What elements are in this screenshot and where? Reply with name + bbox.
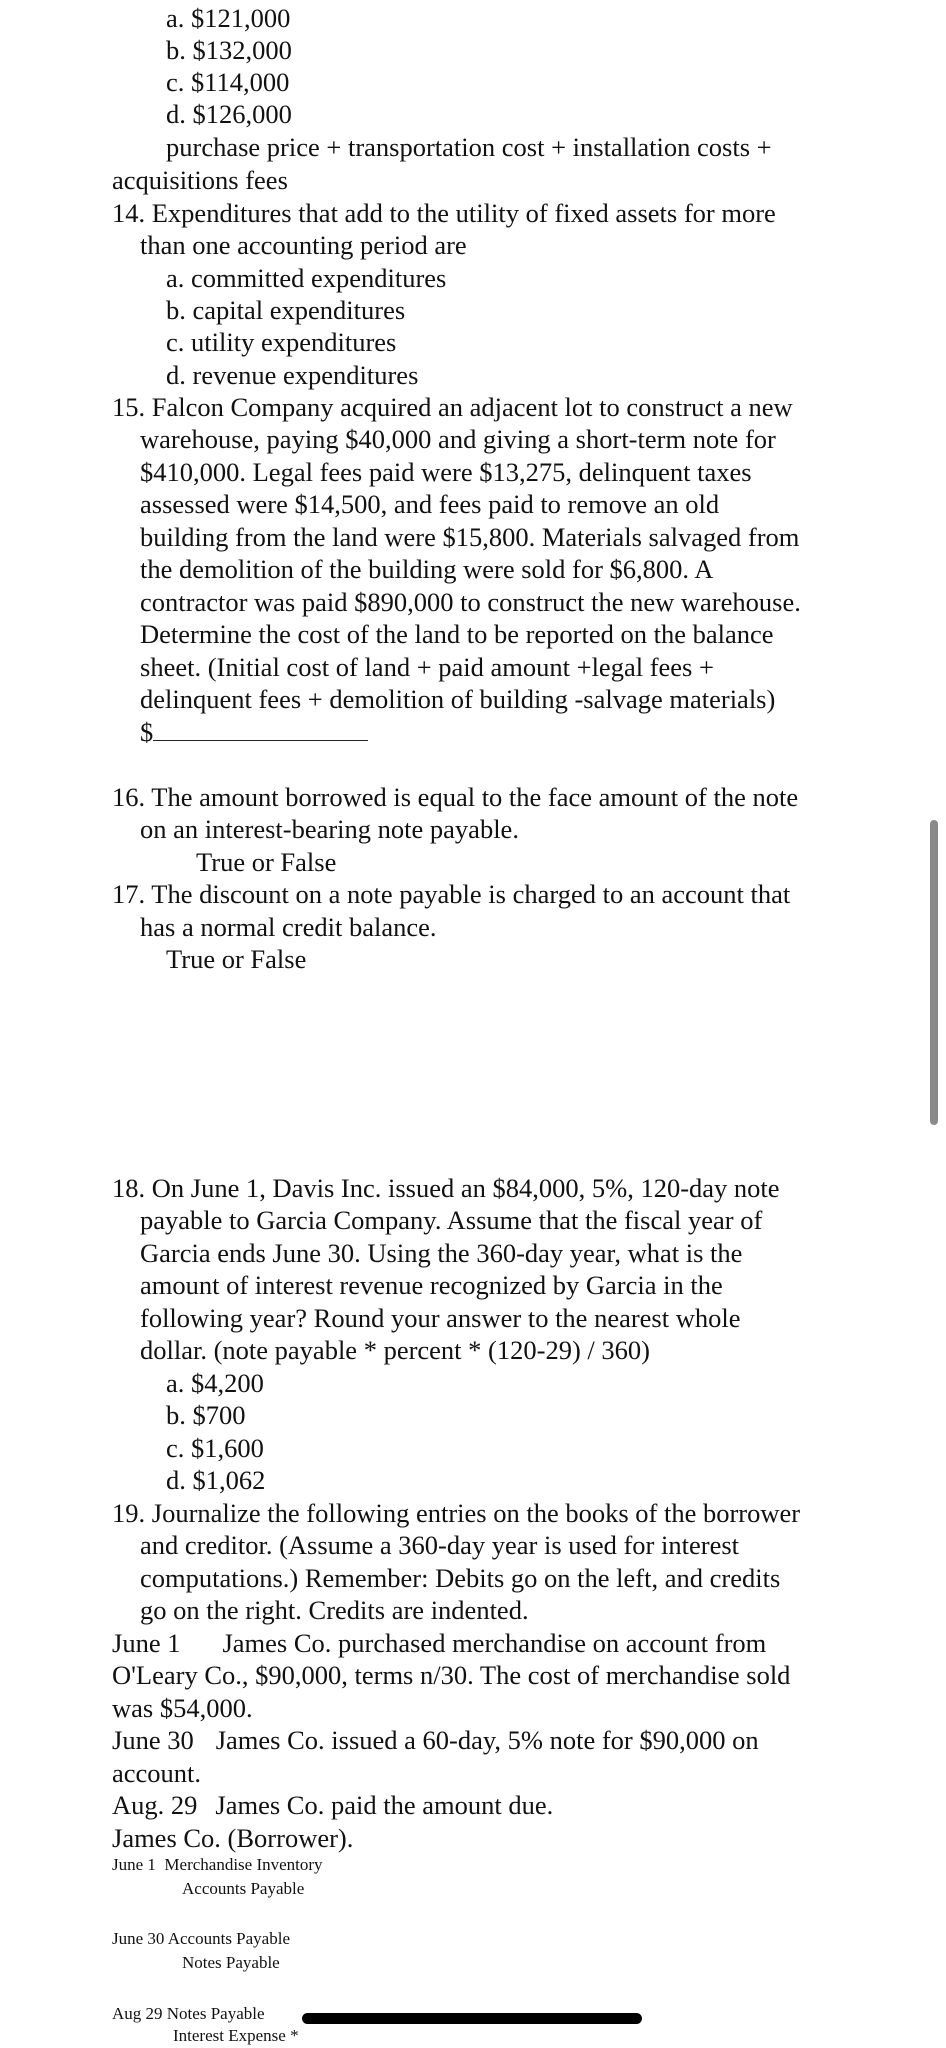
q14-option-b: b. capital expenditures: [166, 295, 406, 325]
event-aug29-date: Aug. 29: [112, 1790, 198, 1820]
journal-june1-debit: June 1 Merchandise Inventory: [112, 1855, 323, 1874]
event-june1-cont: O'Leary Co., $90,000, terms n/30. The cost of merchandise sold: [112, 1660, 791, 1690]
q13-option-c: c. $114,000: [166, 67, 290, 97]
q14-option-d: d. revenue expenditures: [166, 360, 419, 390]
q15-answer-prefix: $: [140, 717, 154, 747]
q17-answer: True or False: [166, 944, 307, 974]
journal-aug29-debit: Aug 29 Notes Payable: [112, 2004, 265, 2023]
journal-aug29-credit: Interest Expense *: [173, 2026, 299, 2045]
q14-line2: than one accounting period are: [140, 230, 467, 260]
event-june30-cont: account.: [112, 1758, 202, 1788]
q19-line3: computations.) Remember: Debits go on the left, and credits: [140, 1563, 781, 1593]
event-aug29: [112, 1789, 553, 1821]
q15-line2: warehouse, paying $40,000 and giving a short-term note for: [140, 424, 776, 454]
scrollbar[interactable]: [930, 820, 938, 1125]
event-june30-text: James Co. issued a 60-day, 5% note for $90,000 on: [215, 1725, 759, 1755]
borrower-heading: James Co. (Borrower).: [112, 1823, 354, 1853]
journal-june30-debit: June 30 Accounts Payable: [112, 1929, 290, 1948]
q19-line1: 19. Journalize the following entries on the books of the borrower: [112, 1498, 801, 1528]
q15-line9: sheet. (Initial cost of land + paid amount +legal fees +: [140, 652, 714, 682]
q15-line10: delinquent fees + demolition of building -salvage materials): [140, 684, 776, 714]
q18-line2: payable to Garcia Company. Assume that the fiscal year of: [140, 1205, 763, 1235]
q15-line5: building from the land were $15,800. Materials salvaged from: [140, 522, 800, 552]
q15-line4: assessed were $14,500, and fees paid to remove an old: [140, 489, 720, 519]
q15-line1: 15. Falcon Company acquired an adjacent lot to construct a new: [112, 392, 793, 422]
q18-option-d: d. $1,062: [166, 1465, 266, 1495]
event-june1-date: June 1: [112, 1628, 181, 1658]
q16-line2: on an interest-bearing note payable.: [140, 814, 519, 844]
q18-line1: 18. On June 1, Davis Inc. issued an $84,000, 5%, 120-day note: [112, 1173, 780, 1203]
event-june1-text: James Co. purchased merchandise on account from: [222, 1628, 767, 1658]
q15-answer-blank[interactable]: [153, 718, 368, 741]
q13-hint-line1: purchase price + transportation cost + installation costs +: [166, 132, 772, 162]
event-june1: [112, 1627, 766, 1659]
q17-line1: 17. The discount on a note payable is charged to an account that: [112, 879, 791, 909]
q14-option-c: c. utility expenditures: [166, 327, 397, 357]
q16-answer: True or False: [196, 847, 337, 877]
q18-option-b: b. $700: [166, 1400, 246, 1430]
q18-line6: dollar. (note payable * percent * (120-29) / 360): [140, 1335, 650, 1365]
q15-line3: $410,000. Legal fees paid were $13,275, delinquent taxes: [140, 457, 752, 487]
q18-option-c: c. $1,600: [166, 1433, 264, 1463]
q18-option-a: a. $4,200: [166, 1368, 264, 1398]
q14-line1: 14. Expenditures that add to the utility of fixed assets for more: [112, 198, 776, 228]
q18-line5: following year? Round your answer to the nearest whole: [140, 1303, 741, 1333]
event-june30: [112, 1724, 759, 1756]
q16-line1: 16. The amount borrowed is equal to the face amount of the note: [112, 782, 799, 812]
q19-line4: go on the right. Credits are indented.: [140, 1595, 529, 1625]
q15-answer-line[interactable]: [140, 716, 368, 748]
journal-june30-credit: Notes Payable: [182, 1953, 280, 1972]
home-indicator[interactable]: [302, 2013, 642, 2024]
q17-line2: has a normal credit balance.: [140, 912, 437, 942]
q19-line2: and creditor. (Assume a 360-day year is used for interest: [140, 1530, 740, 1560]
q15-line6: the demolition of the building were sold for $6,800. A: [140, 554, 714, 584]
q13-option-d: d. $126,000: [166, 99, 292, 129]
journal-june1-credit: Accounts Payable: [182, 1879, 305, 1898]
q13-option-a: a. $121,000: [166, 3, 291, 33]
q15-line8: Determine the cost of the land to be reported on the balance: [140, 619, 774, 649]
q15-line7: contractor was paid $890,000 to construct the new warehouse.: [140, 587, 801, 617]
event-june30-date: June 30: [112, 1725, 194, 1755]
event-aug29-text: James Co. paid the amount due.: [215, 1790, 554, 1820]
q13-option-b: b. $132,000: [166, 35, 292, 65]
q18-line4: amount of interest revenue recognized by Garcia in the: [140, 1270, 723, 1300]
event-june1-cont2: was $54,000.: [112, 1693, 253, 1723]
q13-hint-line2: acquisitions fees: [112, 165, 288, 195]
q14-option-a: a. committed expenditures: [166, 263, 447, 293]
q18-line3: Garcia ends June 30. Using the 360-day year, what is the: [140, 1238, 743, 1268]
